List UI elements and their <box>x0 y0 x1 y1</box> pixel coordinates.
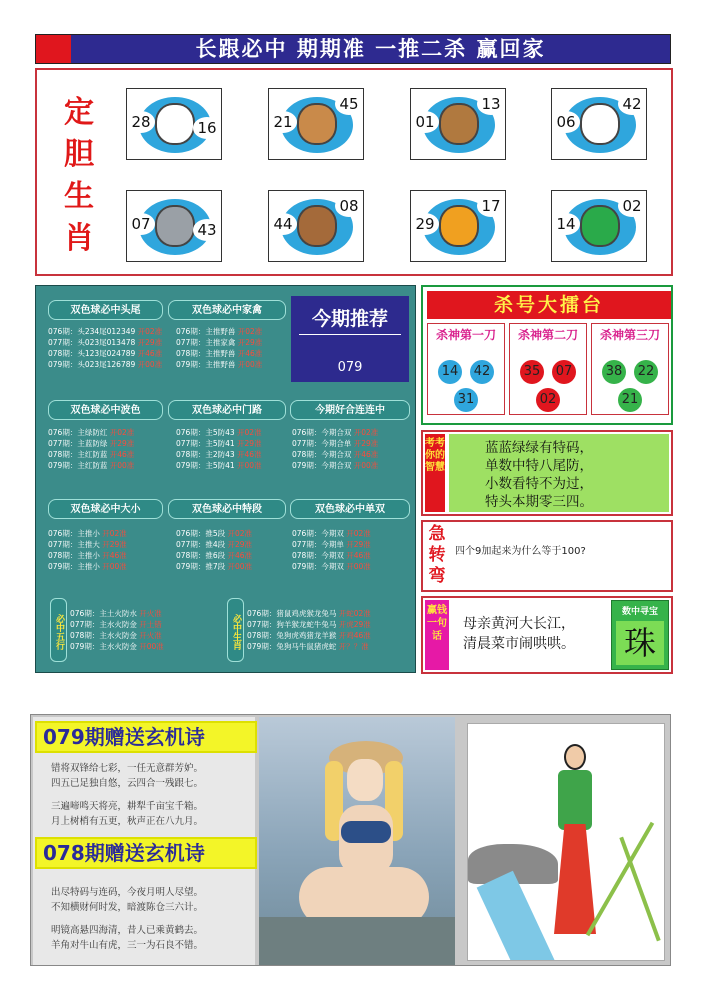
row-result: 开46准 <box>109 450 135 459</box>
result-row <box>292 449 410 460</box>
five-elements-rows <box>70 608 220 652</box>
row-prediction: 076期：主土火防水 <box>70 609 137 618</box>
recommend-issue: 079 <box>291 356 409 382</box>
panel-poultry <box>168 300 286 370</box>
zodiac-title <box>60 92 98 260</box>
result-row <box>176 561 286 572</box>
row-prediction: 079期：今期双 <box>292 562 344 571</box>
text-line: 出尽特码与连码，今夜月明人尽望。 <box>51 887 204 898</box>
poem-title-079: 079期赠送玄机诗 <box>35 721 257 753</box>
result-row <box>292 561 410 572</box>
row-prediction: 077期：推4段 <box>176 540 226 549</box>
result-row <box>176 449 286 460</box>
kill-knife-1 <box>427 323 505 415</box>
brain-teaser-question: 四个9加起来为什么等于100? <box>455 546 586 557</box>
row-result: 开46准 <box>353 450 379 459</box>
row-prediction: 077期：狗羊猴龙蛇牛兔马 <box>247 620 337 629</box>
text-line: 小数看特不为过， <box>485 476 593 492</box>
panel-title: 双色球必中单双 <box>290 499 410 519</box>
row-prediction: 079期：推7段 <box>176 562 226 571</box>
row-result: 开土错 <box>139 620 162 629</box>
row-result: 开02准 <box>346 529 371 538</box>
row-prediction: 079期：主推野兽 <box>176 360 236 369</box>
row-result: 开鸡46准 <box>338 631 371 640</box>
row-result: 开虎29准 <box>338 620 371 629</box>
row-result: 开02准 <box>353 428 379 437</box>
poem-079 <box>31 761 257 829</box>
treasure-title: 数中寻宝 <box>621 607 658 617</box>
header-banner <box>35 34 671 64</box>
result-row <box>48 460 163 471</box>
row-result: 开46准 <box>237 349 263 358</box>
row-prediction: 078期：今期双 <box>292 551 344 560</box>
tiger-icon <box>439 205 479 247</box>
result-row <box>70 619 220 630</box>
recommend-title: 今期推荐 <box>291 296 409 356</box>
text-line: 特头本期零三四。 <box>485 494 593 510</box>
panel-title: 双色球必中家禽 <box>168 300 286 320</box>
dog-icon <box>297 103 337 145</box>
row-prediction: 077期：头023尾013478 <box>48 338 136 347</box>
result-row <box>247 630 412 641</box>
result-row <box>292 528 410 539</box>
row-result: 开29准 <box>227 540 253 549</box>
row-result: 开00准 <box>102 562 127 571</box>
horse-icon <box>439 103 479 145</box>
result-row <box>176 348 286 359</box>
result-row <box>292 438 410 449</box>
zodiac-card <box>126 190 222 262</box>
row-prediction: 078期：主2防43 <box>176 450 235 459</box>
kill-knife-2 <box>509 323 587 415</box>
kill-ball: 21 <box>618 388 642 412</box>
row-prediction: 079期：主推小 <box>48 562 100 571</box>
text-line: 明镜高悬四海清，昔人已乘黄鹤去。 <box>51 925 204 936</box>
text-line: 四五已足独自悠，云四合一残跟七。 <box>51 778 204 789</box>
zodiac-number: 16 <box>193 117 221 139</box>
row-prediction: 078期：推6段 <box>176 551 226 560</box>
row-prediction: 076期：主绿防红 <box>48 428 108 437</box>
text-line: 不知横财何时发，暗渡陈仓三六计。 <box>51 902 204 913</box>
row-prediction: 078期：兔狗虎鸡猪龙羊猴 <box>247 631 337 640</box>
row-result: 开29准 <box>237 338 263 347</box>
result-row <box>247 608 412 619</box>
row-result: 开02准 <box>237 327 263 336</box>
zodiac-pick-rows <box>247 608 412 652</box>
knife-title: 杀神第三刀 <box>599 328 660 342</box>
money-label: 赢钱一句话 <box>425 600 449 670</box>
row-result: 开02准 <box>137 327 163 336</box>
panel-gate <box>168 400 286 471</box>
kill-ball: 31 <box>454 388 478 412</box>
kill-ball: 22 <box>634 360 658 384</box>
zodiac-card <box>268 190 364 262</box>
row-result: 开00准 <box>237 360 263 369</box>
result-row <box>176 359 286 370</box>
kill-title: 杀号大擂台 <box>427 291 671 319</box>
result-row <box>292 427 410 438</box>
wisdom-section <box>421 430 673 516</box>
row-prediction: 079期：今期合双 <box>292 461 352 470</box>
recommend-divider <box>299 334 401 335</box>
rat-icon <box>155 205 195 247</box>
row-prediction: 076期：推5段 <box>176 529 226 538</box>
zodiac-number: 28 <box>127 111 155 133</box>
photo-image <box>259 717 455 965</box>
brain-teaser-label: 急转弯 <box>428 524 446 586</box>
result-row <box>176 326 286 337</box>
knife-title: 杀神第一刀 <box>435 328 496 342</box>
zodiac-title-char: 胆 <box>64 137 94 172</box>
zodiac-number: 06 <box>552 111 580 133</box>
result-row <box>70 608 220 619</box>
result-row <box>292 539 410 550</box>
zodiac-number: 14 <box>552 213 580 235</box>
row-result: 开46准 <box>227 551 253 560</box>
zodiac-card <box>126 88 222 160</box>
row-prediction: 079期：主红防蓝 <box>48 461 108 470</box>
row-prediction: 077期：主5防41 <box>176 439 235 448</box>
text-line <box>51 791 257 799</box>
row-prediction: 079期：主5防41 <box>176 461 235 470</box>
zodiac-card <box>410 88 506 160</box>
zodiac-card <box>268 88 364 160</box>
result-row <box>48 348 163 359</box>
row-prediction: 077期：今期单 <box>292 540 344 549</box>
ox-icon <box>580 103 620 145</box>
panel-head-tail <box>48 300 163 370</box>
result-row <box>176 550 286 561</box>
panel-title: 双色球必中头尾 <box>48 300 163 320</box>
painting-image <box>467 723 665 961</box>
zodiac-title-char: 肖 <box>64 221 94 256</box>
row-result: 开29准 <box>137 338 163 347</box>
text-line: 羊角对牛山有虎，三一为石良不错。 <box>51 940 204 951</box>
wisdom-label: 考考你的智慧 <box>425 434 445 512</box>
row-result: 开46准 <box>102 551 127 560</box>
result-row <box>292 460 410 471</box>
kill-ball: 14 <box>438 360 462 384</box>
zodiac-card <box>551 190 647 262</box>
result-row <box>292 550 410 561</box>
poem-078 <box>31 885 257 953</box>
zodiac-pick-label: 必中生肖 <box>227 598 244 662</box>
zodiac-card <box>551 88 647 160</box>
zodiac-number: 21 <box>269 111 297 133</box>
row-prediction: 079期：兔狗马牛鼠猪虎蛇 <box>247 642 337 651</box>
row-result: 开02准 <box>237 428 262 437</box>
zodiac-number: 29 <box>411 213 439 235</box>
pig-icon <box>297 205 337 247</box>
treasure-char: 珠 <box>616 621 664 665</box>
zodiac-title-char: 生 <box>64 179 94 214</box>
row-result: 开00准 <box>353 461 379 470</box>
poem-title-078: 078期赠送玄机诗 <box>35 837 257 869</box>
row-result: 开02准 <box>109 428 135 437</box>
result-row <box>48 427 163 438</box>
zodiac-card <box>410 190 506 262</box>
row-prediction: 076期：主5防43 <box>176 428 235 437</box>
row-prediction: 078期：今期合双 <box>292 450 352 459</box>
row-prediction: 078期：主推小 <box>48 551 100 560</box>
text-line: 月上树梢有五更，秋声正在八九月。 <box>51 816 204 827</box>
text-line: 清晨菜市闹哄哄。 <box>463 636 575 652</box>
brain-teaser-section <box>421 520 673 592</box>
panel-title: 双色球必中门路 <box>168 400 286 420</box>
zodiac-number: 13 <box>477 93 505 115</box>
panel-combined <box>290 400 410 471</box>
zodiac-number: 08 <box>335 195 363 217</box>
row-prediction: 078期：头123尾024789 <box>48 349 136 358</box>
result-row <box>48 550 163 561</box>
row-prediction: 076期：猪鼠鸡虎猴龙兔马 <box>247 609 337 618</box>
text-line: 错将双锋给七彩，一任无意群芳妒。 <box>51 763 204 774</box>
row-result: 开00准 <box>109 461 135 470</box>
row-prediction: 077期：主水火防金 <box>70 620 137 629</box>
result-row <box>176 438 286 449</box>
kill-ball: 42 <box>470 360 494 384</box>
result-row <box>48 359 163 370</box>
kill-ball: 07 <box>552 360 576 384</box>
result-row <box>48 449 163 460</box>
row-result: 开29准 <box>237 439 262 448</box>
panel-title: 今期好合连连中 <box>290 400 410 420</box>
row-prediction: 076期：主推野兽 <box>176 327 236 336</box>
row-prediction: 076期：主推小 <box>48 529 100 538</box>
zodiac-number: 44 <box>269 213 297 235</box>
text-line: 单数中特八尾防， <box>485 458 593 474</box>
kill-ball: 02 <box>536 388 560 412</box>
money-phrase <box>463 614 575 654</box>
row-result: 开02准 <box>227 529 253 538</box>
row-result: 开29准 <box>353 439 379 448</box>
text-line: 母亲黄河大长江， <box>463 616 575 632</box>
text-line <box>51 915 257 923</box>
row-prediction: 076期：今期合双 <box>292 428 352 437</box>
zodiac-number: 42 <box>618 93 646 115</box>
row-result: 开00准 <box>346 562 371 571</box>
row-result: 开46准 <box>237 450 262 459</box>
wisdom-poem <box>485 439 593 511</box>
result-row <box>176 337 286 348</box>
row-prediction: 076期：今期双 <box>292 529 344 538</box>
row-prediction: 079期：主水火防金 <box>70 642 137 651</box>
zodiac-number: 07 <box>127 213 155 235</box>
zodiac-title-char: 定 <box>64 95 94 130</box>
row-prediction: 077期：今期合单 <box>292 439 352 448</box>
panel-odd-even <box>290 499 410 572</box>
row-result: 开00准 <box>237 461 262 470</box>
result-row <box>176 460 286 471</box>
text-line: 三遍啼鸣天将亮，耕犁千亩宝千箱。 <box>51 801 204 812</box>
result-row <box>48 438 163 449</box>
row-result: 开02准 <box>102 529 127 538</box>
snake-icon <box>580 205 620 247</box>
result-row <box>247 619 412 630</box>
header-title: 长跟必中 期期准 一推二杀 赢回家 <box>195 37 546 61</box>
row-result: 开00准 <box>137 360 163 369</box>
row-prediction: 076期：头234尾012349 <box>48 327 136 336</box>
panel-size <box>48 499 163 572</box>
result-row <box>48 561 163 572</box>
five-elements-label: 必中五行 <box>50 598 67 662</box>
row-result: 开00准 <box>227 562 253 571</box>
row-prediction: 079期：头023尾126789 <box>48 360 136 369</box>
result-row <box>176 427 286 438</box>
result-row <box>48 326 163 337</box>
kill-ball: 38 <box>602 360 626 384</box>
row-prediction: 077期：主推家禽 <box>176 338 236 347</box>
row-prediction: 077期：主蓝防绿 <box>48 439 108 448</box>
kill-knife-3 <box>591 323 669 415</box>
row-result: 开火准 <box>139 631 162 640</box>
row-result: 开46准 <box>346 551 371 560</box>
row-prediction: 078期：主红防蓝 <box>48 450 108 459</box>
money-section <box>421 596 673 674</box>
result-row <box>48 337 163 348</box>
zodiac-number: 01 <box>411 111 439 133</box>
row-result: 开火准 <box>139 609 162 618</box>
result-row <box>70 630 220 641</box>
zodiac-number: 17 <box>477 195 505 217</box>
panel-segment <box>168 499 286 572</box>
panel-title: 双色球必中特段 <box>168 499 286 519</box>
panel-title: 双色球必中大小 <box>48 499 163 519</box>
treasure-box <box>611 600 669 670</box>
row-result: 开46准 <box>137 349 163 358</box>
row-result: 开29准 <box>346 540 371 549</box>
row-result: 开29准 <box>109 439 135 448</box>
result-row <box>70 641 220 652</box>
row-result: 开？？准 <box>338 642 369 651</box>
row-result: 开蛇02准 <box>338 609 371 618</box>
panel-wave-color <box>48 400 163 471</box>
header-red-block <box>36 35 71 63</box>
result-row <box>247 641 412 652</box>
kill-number-section <box>421 285 673 425</box>
result-row <box>176 528 286 539</box>
row-prediction: 078期：主水火防金 <box>70 631 137 640</box>
panel-title: 双色球必中波色 <box>48 400 163 420</box>
poem-section <box>30 714 671 966</box>
row-prediction: 078期：主推野兽 <box>176 349 236 358</box>
kill-ball: 35 <box>520 360 544 384</box>
row-prediction: 077期：主推大 <box>48 540 100 549</box>
zodiac-number: 02 <box>618 195 646 217</box>
result-row <box>48 539 163 550</box>
result-row <box>176 539 286 550</box>
rabbit-icon <box>155 103 195 145</box>
knife-title: 杀神第二刀 <box>517 328 578 342</box>
row-result: 开29准 <box>102 540 127 549</box>
zodiac-number: 43 <box>193 219 221 241</box>
text-line: 蓝蓝绿绿有特码， <box>485 440 593 456</box>
row-result: 开00准 <box>139 642 164 651</box>
result-row <box>48 528 163 539</box>
zodiac-number: 45 <box>335 93 363 115</box>
